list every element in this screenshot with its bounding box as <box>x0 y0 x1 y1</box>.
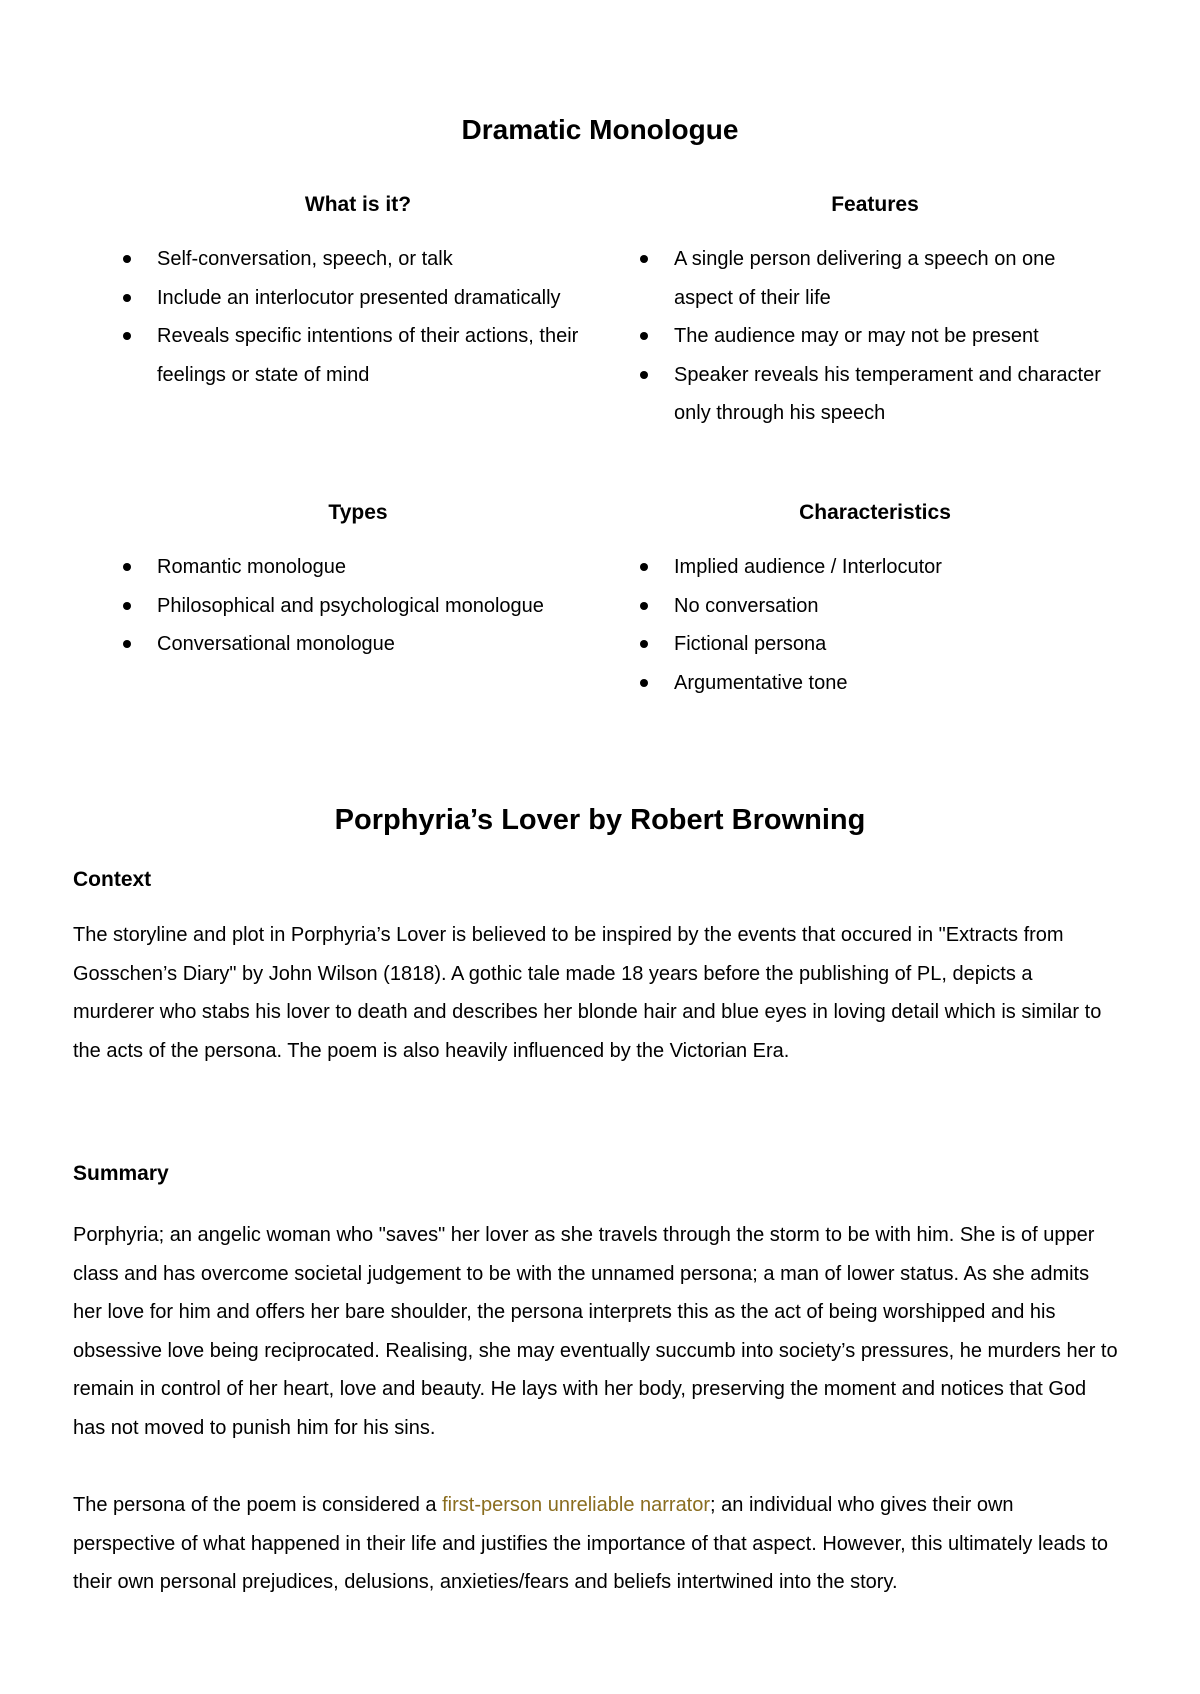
unreliable-narrator-link[interactable]: first-person unreliable narrator <box>442 1494 711 1516</box>
bullet-icon <box>640 332 648 340</box>
list-item: Speaker reveals his temperament and character only through his speech <box>640 356 1110 433</box>
poem-title: Porphyria’s Lover by Robert Browning <box>334 804 866 836</box>
list-item: Argumentative tone <box>640 664 1110 703</box>
features-list <box>640 240 1110 433</box>
bullet-icon <box>640 255 648 263</box>
characteristics-column <box>640 498 1110 694</box>
what-is-it-list <box>123 240 593 394</box>
bullet-icon <box>640 602 648 610</box>
bullet-icon <box>640 371 648 379</box>
list-item: Self-conversation, speech, or talk <box>123 240 593 279</box>
page-title: Dramatic Monologue <box>461 114 739 145</box>
bullet-icon <box>640 679 648 687</box>
context-heading: Context <box>73 868 152 891</box>
types-heading: Types <box>328 501 388 524</box>
bullet-icon <box>640 563 648 571</box>
characteristics-heading: Characteristics <box>799 501 951 524</box>
list-item: Philosophical and psychological monologue <box>123 587 593 626</box>
list-item: No conversation <box>640 587 1110 626</box>
bullet-icon <box>123 602 131 610</box>
bullet-icon <box>123 332 131 340</box>
persona-paragraph: The persona of the poem is considered a first-person unreliable narrator; an individual who gives their own perspective of what happened in their life and justifies the importance of that aspect. However, this ultimately leads to their own personal prejudices, delusions, anxieties/fears and beliefs intertwined into the story. <box>73 1494 1109 1593</box>
summary-heading: Summary <box>73 1162 169 1185</box>
list-item: Fictional persona <box>640 625 1110 664</box>
list-item: Reveals specific intentions of their actions, their feelings or state of mind <box>123 317 593 394</box>
bullet-icon <box>123 563 131 571</box>
features-column <box>640 190 1110 424</box>
types-column <box>123 498 593 655</box>
bullet-icon <box>123 640 131 648</box>
list-item: The audience may or may not be present <box>640 317 1110 356</box>
list-item: Romantic monologue <box>123 548 593 587</box>
list-item: Implied audience / Interlocutor <box>640 548 1110 587</box>
bullet-icon <box>123 294 131 302</box>
list-item: Include an interlocutor presented dramatically <box>123 279 593 318</box>
summary-paragraph: Porphyria; an angelic woman who "saves" her lover as she travels through the storm to be with him. She is of upper class and has overcome societal judgement to be with the unnamed persona; a man of lower status. As she admits her love for him and offers her bare shoulder, the persona interprets this as the act of being worshipped and his obsessive love being reciprocated. Realising, she may eventually succumb into society’s pressures, he murders her to remain in control of her heart, love and beauty. He lays with her body, preserving the moment and notices that God has not moved to punish him for his sins. <box>73 1224 1118 1439</box>
list-item: Conversational monologue <box>123 625 593 664</box>
bullet-icon <box>123 255 131 263</box>
characteristics-list <box>640 548 1110 702</box>
what-is-it-heading: What is it? <box>304 193 412 216</box>
context-paragraph: The storyline and plot in Porphyria’s Lover is believed to be inspired by the events that occured in "Extracts from Gosschen’s Diary" by John Wilson (1818). A gothic tale made 18 years before the publishing of PL, depicts a murderer who stabs his lover to death and describes her blonde hair and blue eyes in loving detail which is similar to the acts of the persona. The poem is also heavily influenced by the Victorian Era. <box>73 924 1102 1062</box>
types-list <box>123 548 593 664</box>
list-item: A single person delivering a speech on one aspect of their life <box>640 240 1110 317</box>
what-is-it-column <box>123 190 593 386</box>
bullet-icon <box>640 640 648 648</box>
features-heading: Features <box>831 193 919 216</box>
